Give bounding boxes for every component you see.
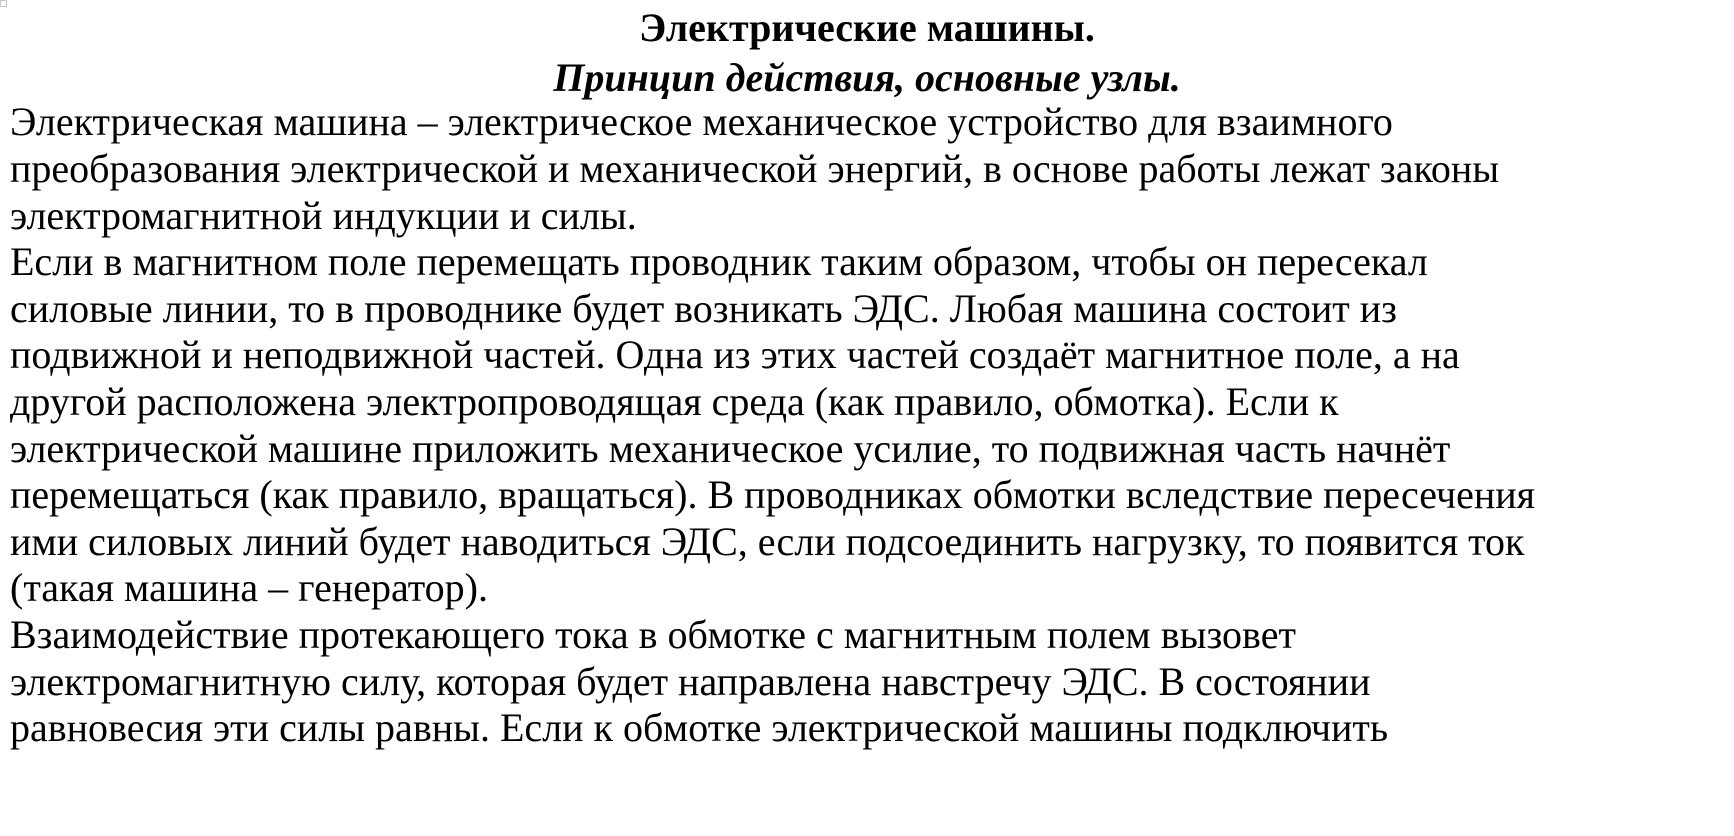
text-line: электромагнитную силу, которая будет направлена навстречу ЭДС. В состоянии: [10, 659, 1371, 704]
text-line: (такая машина – генератор).: [10, 565, 488, 610]
text-line: Взаимодействие протекающего тока в обмотке с магнитным полем вызовет: [10, 612, 1296, 657]
text-line: электромагнитной индукции и силы.: [10, 193, 637, 238]
text-line: подвижной и неподвижной частей. Одна из этих частей создаёт магнитное поле, а на: [10, 332, 1460, 377]
document-title: Электрические машины.: [639, 5, 1095, 50]
text-line: Если в магнитном поле перемещать проводник таким образом, чтобы он пересекал: [10, 239, 1428, 284]
text-line: равновесия эти силы равны. Если к обмотке электрической машины подключить: [10, 705, 1389, 750]
text-line: Электрическая машина – электрическое механическое устройство для взаимного: [10, 99, 1393, 144]
document-subtitle: Принцип действия, основные узлы.: [553, 55, 1181, 100]
text-line: другой расположена электропроводящая среда (как правило, обмотка). Если к: [10, 379, 1339, 424]
text-line: преобразования электрической и механической энергий, в основе работы лежат законы: [10, 146, 1500, 191]
text-line: перемещаться (как правило, вращаться). В проводниках обмотки вследствие пересечения: [10, 472, 1536, 517]
text-line: электрической машине приложить механическое усилие, то подвижная часть начнёт: [10, 426, 1451, 471]
text-line: ими силовых линий будет наводиться ЭДС, если подсоединить нагрузку, то появится ток: [10, 519, 1525, 564]
text-line: силовые линии, то в проводнике будет возникать ЭДС. Любая машина состоит из: [10, 286, 1397, 331]
